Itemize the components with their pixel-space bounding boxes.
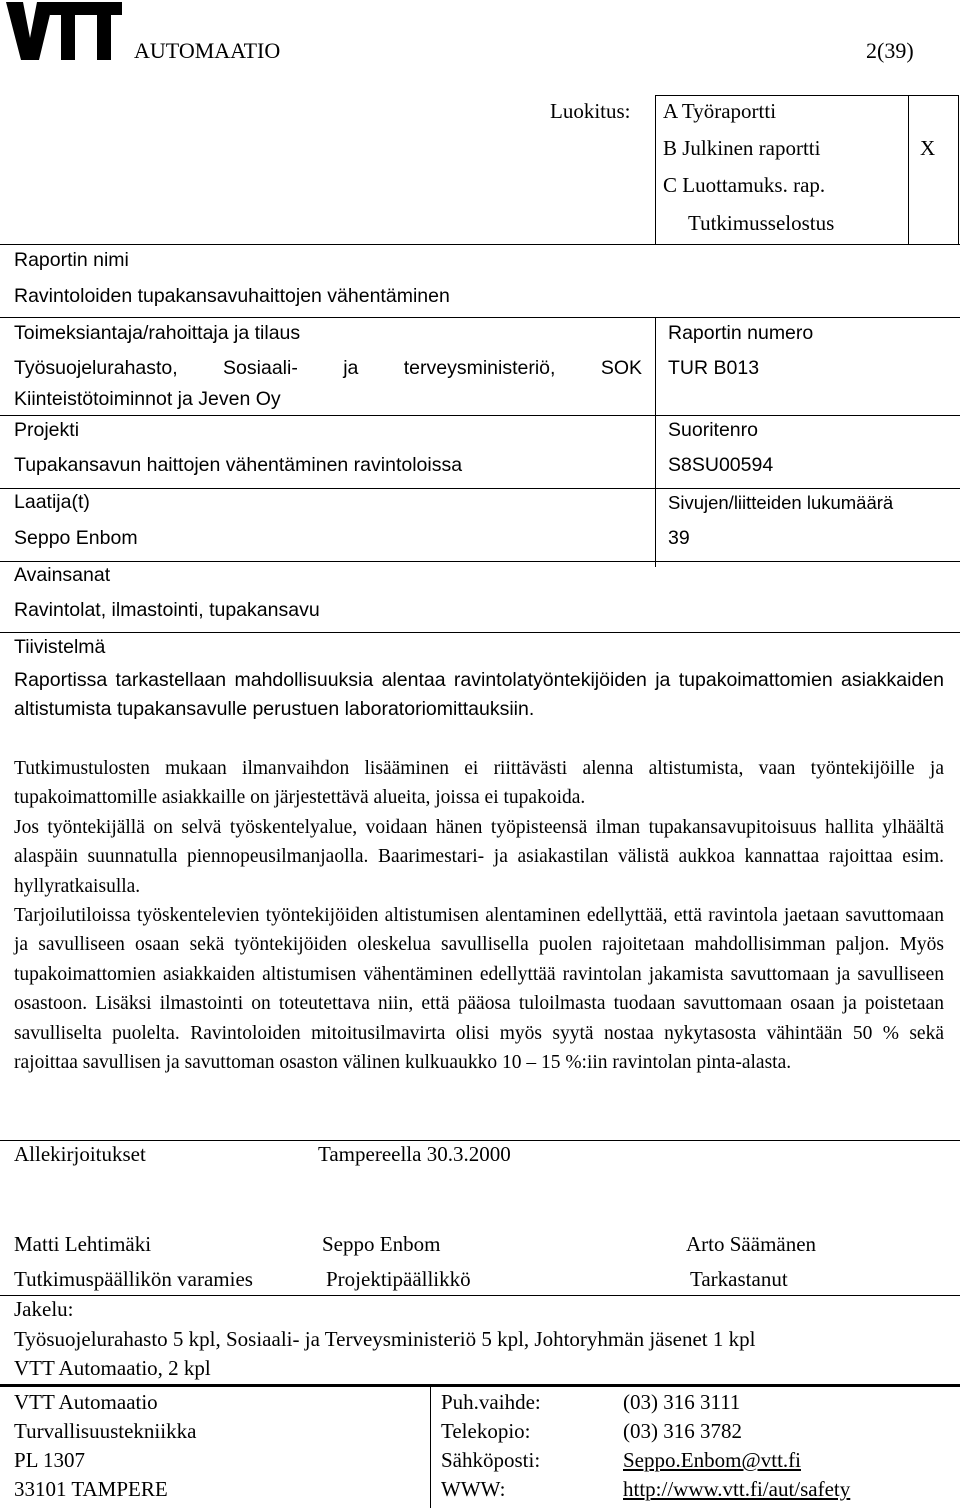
page-count-value: 39 [668,527,690,549]
abstract-text-1: Raportissa tarkastellaan mahdollisuuksia alentaa ravintolatyöntekijöiden ja tupakoimattomien asiakkaiden altistumista tupakansavulle perustuen laboratoriomittauksiin. [14,669,944,721]
footer-phone-value: (03) 316 3111 [623,1390,741,1414]
report-number-value: TUR B013 [668,357,760,379]
author-value: Seppo Enbom [14,527,138,549]
page-number: 2(39) [866,38,914,63]
keywords-label: Avainsanat [14,564,111,586]
abstract-label: Tiivistelmä [14,636,106,658]
vtt-logo [6,2,124,60]
abstract-text-3: Jos työntekijällä on selvä työskentelyalue, voidaan hänen työpisteensä ilman tupakansavupitoisuus hallita ylhäältä alaspäin suunnatulla piennopeusilmanjaolla. Baarimestari- ja asiakastilan välistä aukkoa kannattaa rajoittaa esim. hyllyratkaisulla. [14,816,944,897]
project-label: Projekti [14,419,80,441]
abstract-paragraph-1 [14,666,944,725]
page-count-label: Sivujen/liitteiden lukumäärä [668,492,894,513]
signer-3-name: Arto Säämänen [686,1232,817,1256]
signatures-place-date: Tampereella 30.3.2000 [318,1142,511,1166]
abstract-body [14,754,944,1077]
classification-row-c: C Luottamuks. rap. [663,173,826,197]
classification-label: Luokitus: [550,99,631,123]
vtt-logo-graphic [6,2,124,60]
client-value-line2: Kiinteistötoiminnot ja Jeven Oy [14,388,281,410]
department-name: AUTOMAATIO [134,38,281,63]
performance-number-value: S8SU00594 [668,454,774,476]
footer-fax-label: Telekopio: [441,1419,531,1443]
author-label: Laatija(t) [14,491,90,513]
client-value-line1: Työsuojelurahasto, Sosiaali- ja terveysministeriö, SOK [14,357,642,379]
signer-2-title: Projektipäällikkö [326,1267,471,1291]
report-name-value: Ravintoloiden tupakansavuhaittojen vähentäminen [14,285,450,307]
signatures-label: Allekirjoitukset [14,1142,146,1166]
performance-number-label: Suoritenro [668,419,758,441]
classification-row-d: Tutkimusselostus [688,211,835,235]
signer-3-title: Tarkastanut [690,1267,788,1291]
abstract-text-4: Tarjoilutiloissa työskentelevien työntekijöiden altistumisen alentaminen edellyttää, että ravintola jaetaan savuttomaan ja savulliseen osaan sekä työntekijöiden oleskelua savullisella puolen rajoitetaan mahdollisimman paljon. Myös tupakoimattomien asiakkaiden altistumisen vähentäminen edellyttää ravintolan jakamista savuttomaan ja savulliseen osastoon. Lisäksi ilmastointi on toteutettava niin, että pääosa tuloilmasta tuodaan savuttomaan osaan ja poistetaan savulliselta puolelta. Ravintoloiden mitoitusilmavirta olisi myös syytä nostaa nykytasosta vähintään 50 % sekä rajoittaa savullisen ja savuttoman osaston välinen kulkuaukko 10 – 15 %:iin ravintolan pinta-alasta. [14,905,944,1074]
distribution-label: Jakelu: [14,1297,74,1321]
project-value: Tupakansavun haittojen vähentäminen ravintoloissa [14,454,463,476]
classification-row-b: B Julkinen raportti [663,136,821,160]
signer-1-name: Matti Lehtimäki [14,1232,152,1256]
footer-address-1: VTT Automaatio [14,1390,158,1414]
footer-address-2: Turvallisuustekniikka [14,1419,197,1443]
footer-email-label: Sähköposti: [441,1448,541,1472]
footer-address-3: PL 1307 [14,1448,85,1472]
distribution-line-1: Työsuojelurahasto 5 kpl, Sosiaali- ja Terveysministeriö 5 kpl, Johtoryhmän jäsenet 1 kpl [14,1327,756,1351]
abstract-text-2: Tutkimustulosten mukaan ilmanvaihdon lisääminen ei riittävästi alenna altistumista, vaan työntekijöille ja tupakoimattomille asiakkaille on järjestettävä alueita, joissa ei tupakoida. [14,758,944,809]
footer-email-link[interactable]: Seppo.Enbom@vtt.fi [623,1448,801,1472]
footer-phone-label: Puh.vaihde: [441,1390,541,1414]
distribution-line-2: VTT Automaatio, 2 kpl [14,1356,211,1380]
footer-www-link[interactable]: http://www.vtt.fi/aut/safety [623,1477,851,1501]
signer-2-name: Seppo Enbom [322,1232,441,1256]
report-number-label: Raportin numero [668,322,814,344]
footer-address-4: 33101 TAMPERE [14,1477,168,1501]
signer-1-title: Tutkimuspäällikön varamies [14,1267,253,1291]
classification-row-a: A Työraportti [663,99,777,123]
keywords-value: Ravintolat, ilmastointi, tupakansavu [14,599,320,621]
footer-fax-value: (03) 316 3782 [623,1419,742,1443]
report-name-label: Raportin nimi [14,249,129,271]
footer-www-label: WWW: [441,1477,506,1501]
client-label: Toimeksiantaja/rahoittaja ja tilaus [14,322,301,344]
classification-mark-b: X [920,136,936,160]
